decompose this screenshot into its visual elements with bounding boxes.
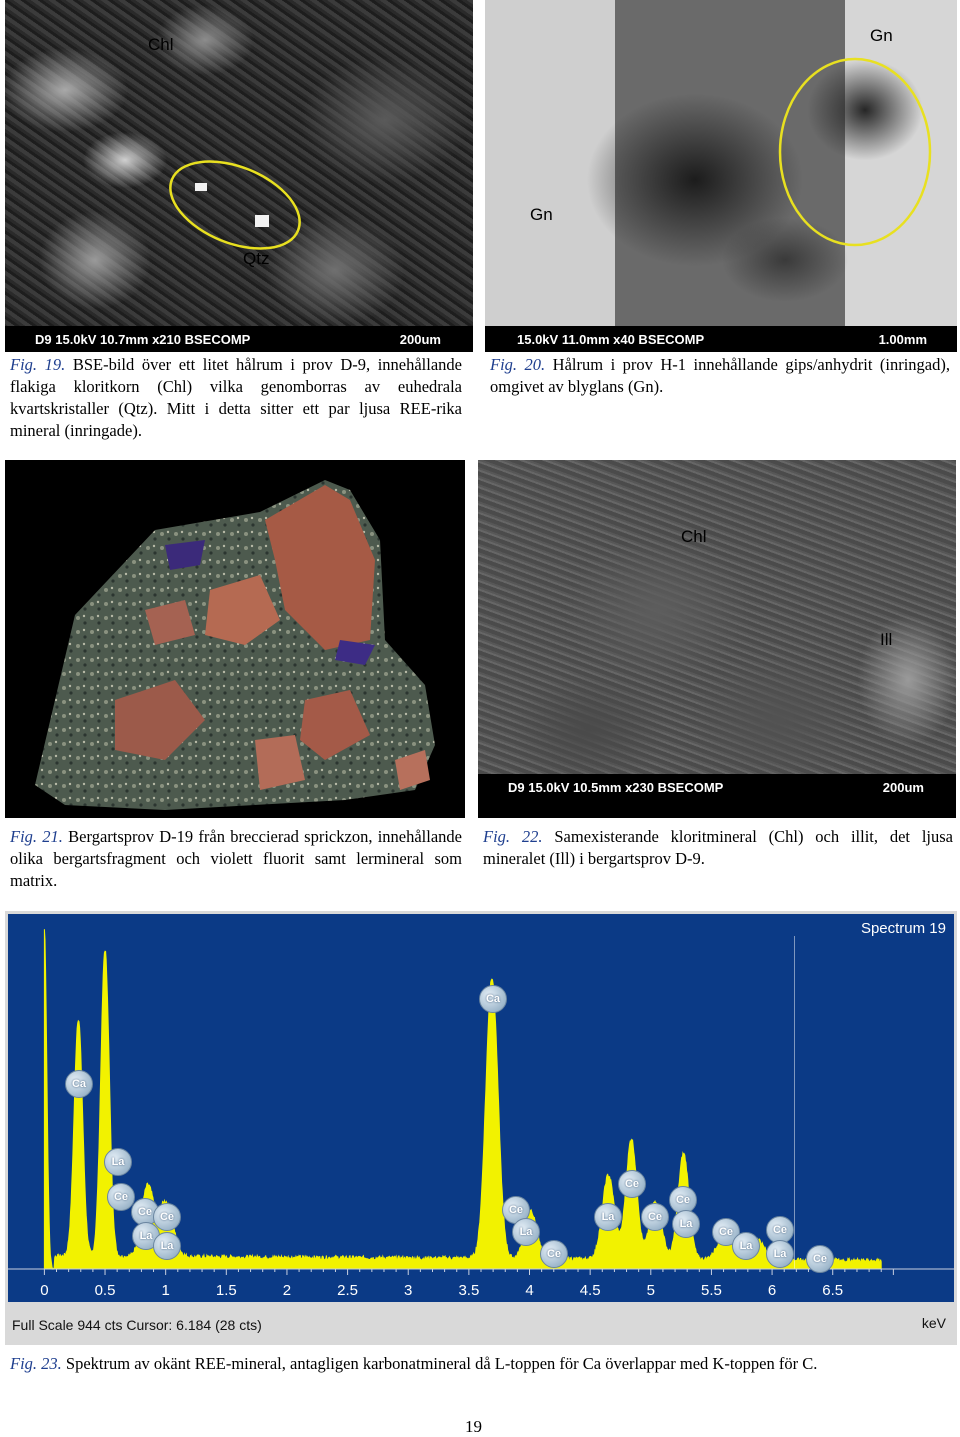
- fig20-label-gn-top: Gn: [870, 26, 893, 45]
- fig20-bar-scale: 1.00mm: [878, 331, 927, 347]
- fig21-rock-drawing: [5, 460, 465, 818]
- fig19-caption-text: BSE-bild över ett litet hålrum i prov D-9, innehållande flakiga kloritkorn (Chl) vilka genomborras av euhedrala kvartskristaller (Qtz). Mitt i detta sitter ett par ljusa REE-rika mineral (inringade).: [10, 355, 462, 440]
- fig22-sem-image: [478, 460, 956, 818]
- fig22-label-chl: Chl: [681, 527, 707, 546]
- peak-label-la: La: [594, 1203, 622, 1231]
- x-tick-label: 0: [40, 1282, 49, 1299]
- fig19-label-chl: Chl: [148, 35, 174, 54]
- x-tick-label: 0.5: [94, 1282, 116, 1299]
- fig22-bar-scale: 200um: [882, 780, 924, 795]
- x-tick-label: 1: [161, 1282, 170, 1299]
- peak-label-la: La: [132, 1222, 160, 1250]
- peak-label-ca: Ca: [65, 1070, 93, 1098]
- peak-label-ce: Ce: [806, 1245, 834, 1273]
- fig20-caption-number: Fig. 20.: [490, 355, 546, 374]
- fig20-sem-image: [485, 0, 957, 352]
- spectrum-title: Spectrum 19: [860, 920, 946, 937]
- fig23-caption: [10, 1353, 950, 1375]
- peak-label-ce: Ce: [618, 1170, 646, 1198]
- x-tick-label: 6.5: [822, 1282, 844, 1299]
- x-tick-label: 4: [525, 1282, 534, 1299]
- fig20-overlay: [485, 0, 957, 352]
- peak-label-la: La: [104, 1148, 132, 1176]
- spectrum-plot-area: [8, 914, 954, 1302]
- peak-labels: [8, 914, 954, 1302]
- x-tick-label: 2: [282, 1282, 292, 1299]
- x-tick-label: 1.5: [215, 1282, 237, 1299]
- peak-label-ce: Ce: [641, 1203, 669, 1231]
- peak-label-la: La: [153, 1232, 181, 1260]
- fig19-sem-image: [5, 0, 473, 352]
- peak-label-ce: Ce: [107, 1183, 135, 1211]
- fig23-spectrum: [5, 911, 957, 1345]
- peak-label-ca: Ca: [479, 985, 507, 1013]
- x-tick-label: 5: [646, 1282, 655, 1299]
- peak-label-la: La: [512, 1218, 540, 1246]
- peak-label-ce: Ce: [669, 1186, 697, 1214]
- fig20-caption: [490, 354, 950, 398]
- fig20-label-gn-mid: Gn: [530, 205, 553, 224]
- fig19-bar-scale: 200um: [399, 331, 441, 347]
- peak-label-ce: Ce: [540, 1240, 568, 1268]
- fig19-caption-number: Fig. 19.: [10, 355, 66, 374]
- fig21-caption: [10, 826, 462, 892]
- fig20-bar-params: 15.0kV 11.0mm x40 BSECOMP: [517, 331, 705, 347]
- x-tick-label: 2.5: [337, 1282, 359, 1299]
- fig19-caption: [10, 354, 462, 442]
- x-tick-label: 3.5: [458, 1282, 480, 1299]
- fig19-label-qtz: Qtz: [243, 249, 270, 268]
- fig19-overlay: [5, 0, 473, 352]
- fig23-caption-text: Spektrum av okänt REE-mineral, antagligen karbonatmineral då L-toppen för Ca överlappar med K-toppen för C.: [65, 1354, 818, 1373]
- peak-label-ce: Ce: [766, 1216, 794, 1244]
- peak-label-ce: Ce: [712, 1218, 740, 1246]
- x-tick-label: 4.5: [579, 1282, 601, 1299]
- fig20-caption-text: Hålrum i prov H-1 innehållande gips/anhydrit (inringad), omgivet av blyglans (Gn).: [490, 355, 951, 396]
- peak-label-ce: Ce: [131, 1198, 159, 1226]
- peak-label-la: La: [732, 1232, 760, 1260]
- fig22-bar-params: D9 15.0kV 10.5mm x230 BSECOMP: [508, 780, 724, 795]
- fig22-caption: [483, 826, 953, 870]
- fig19-bar-params: D9 15.0kV 10.7mm x210 BSECOMP: [35, 331, 251, 347]
- fig22-info-bar: [478, 774, 956, 818]
- fig19-ree-grain: [195, 183, 207, 191]
- peak-label-la: La: [766, 1240, 794, 1268]
- spectrum-status: Full Scale 944 cts Cursor: 6.184 (28 cts): [12, 1317, 262, 1333]
- fig20-circle-marker: [780, 59, 930, 245]
- fig21-rock-photo: [5, 460, 465, 818]
- x-tick-label: 6: [767, 1282, 777, 1299]
- fig19-circle-marker: [158, 144, 313, 265]
- spectrum-x-unit: keV: [921, 1315, 946, 1331]
- x-tick-label: 3: [404, 1282, 413, 1299]
- peak-label-ce: Ce: [502, 1196, 530, 1224]
- spectrum-status-bar: [8, 1303, 954, 1342]
- fig22-caption-number: Fig. 22.: [483, 827, 543, 846]
- fig19-info-bar: [5, 326, 473, 352]
- page-number: 19: [465, 1417, 482, 1436]
- fig20-info-bar: [485, 326, 957, 352]
- fig22-label-ill: Ill: [880, 630, 893, 649]
- fig19-ree-grain: [255, 215, 269, 227]
- x-tick-label: 5.5: [701, 1282, 722, 1299]
- peak-label-ce: Ce: [153, 1203, 181, 1231]
- fig23-caption-number: Fig. 23.: [10, 1354, 62, 1373]
- fig21-caption-text: Bergartsprov D-19 från breccierad sprickzon, innehållande olika bergartsfragment och violett fluorit samt lermineral som matrix.: [10, 827, 462, 890]
- fig22-caption-text: Samexisterande kloritmineral (Chl) och illit, det ljusa mineralet (Ill) i bergartsprov D-9.: [483, 827, 954, 868]
- peak-label-la: La: [672, 1210, 700, 1238]
- fig21-caption-number: Fig. 21.: [10, 827, 63, 846]
